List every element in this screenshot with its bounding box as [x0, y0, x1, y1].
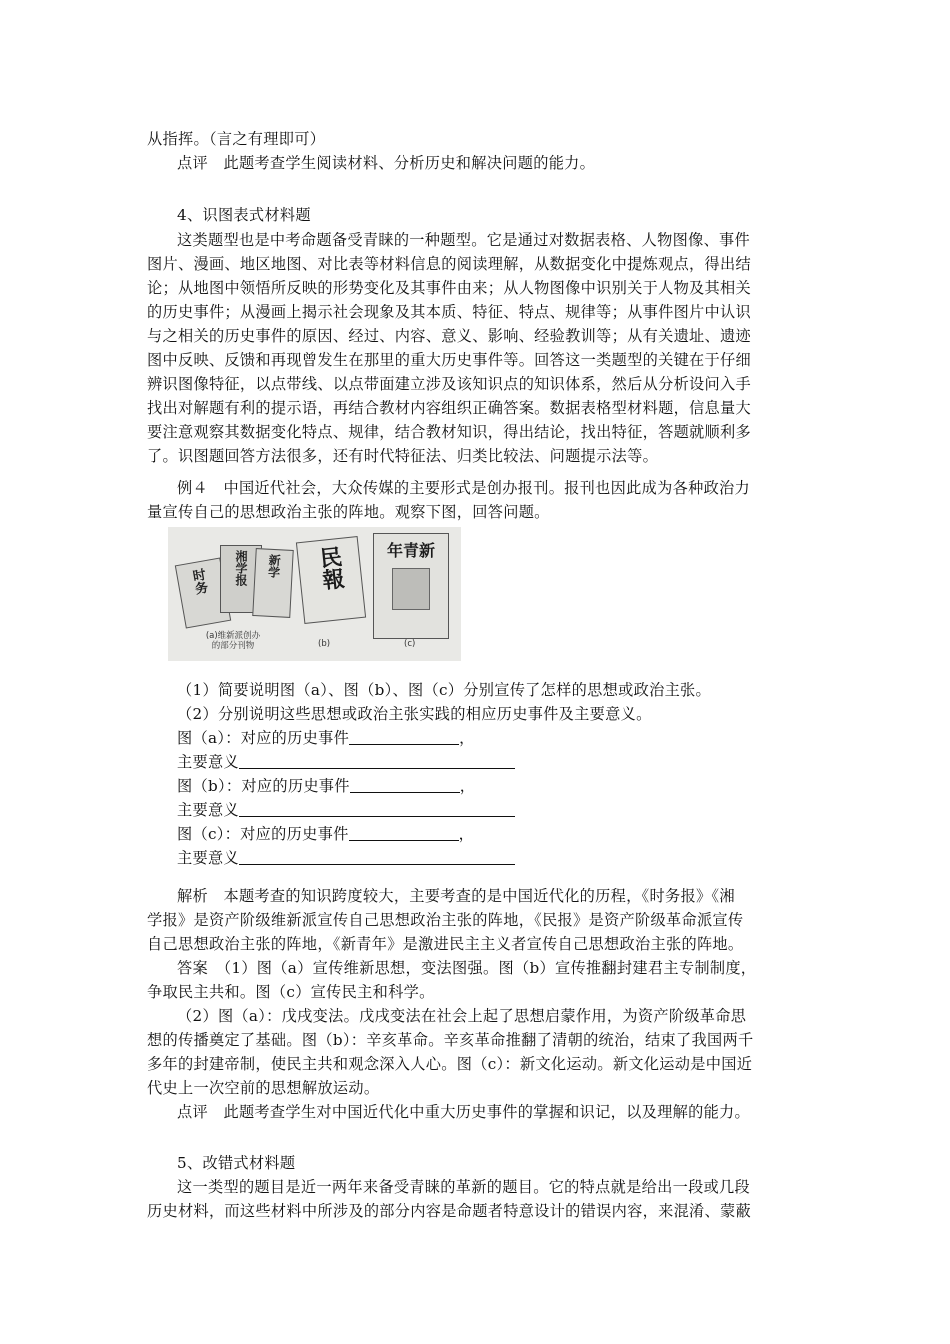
text-line: 解析 本题考查的知识跨度较大，主要考查的是中国近代化的历程，《时务报》《湘: [177, 887, 735, 905]
blank-line: [177, 798, 803, 822]
figure-a-caption-line-1: (a)维新派创办: [205, 631, 261, 641]
text-line: 辨识图像特征，以点带线、以点带面建立涉及该知识点的知识体系，然后从分析设问入手: [147, 375, 752, 393]
answer-blank[interactable]: [239, 801, 515, 817]
figure-a-caption-line-2: 的部分刊物: [211, 641, 255, 651]
text-line: 论；从地图中领悟所反映的形势变化及其事件由来；从人物图像中识别关于人物及其相关: [147, 279, 752, 297]
text-line: 从指挥。（言之有理即可）: [147, 130, 326, 148]
text-line: 的历史事件；从漫画上揭示社会现象及其本质、特征、特点、规律等；从事件图片中认识: [147, 303, 752, 321]
text-line: 要注意观察其数据变化特点、规律，结合教材知识，得出结论，找出特征，答题就顺利多: [147, 423, 752, 441]
text-line: 了。识图题回答方法很多，还有时代特征法、归类比较法、问题提示法等。: [147, 447, 659, 465]
text-line: 点评 此题考查学生阅读材料、分析历史和解决问题的能力。: [177, 154, 596, 172]
text-line: 图片、漫画、地区地图、对比表等材料信息的阅读理解，从数据变化中提炼观点，得出结: [147, 255, 752, 273]
text-line: 历史材料，而这些材料中所涉及的部分内容是命题者特意设计的错误内容，来混淆、蒙蔽: [147, 1202, 752, 1220]
blank-line: [177, 822, 803, 846]
periodical-c: [373, 533, 449, 639]
periodical-c-title: 年青新: [386, 541, 435, 560]
text-line: 代史上一次空前的思想解放运动。: [147, 1079, 380, 1097]
blank-label: 主要意义: [177, 801, 239, 819]
periodical-a-2-title: 湘学报: [234, 550, 248, 586]
text-line: （1）简要说明图（a）、图（b）、图（c）分别宣传了怎样的思想或政治主张。: [177, 681, 712, 699]
text-line: 这一类型的题目是近一两年来备受青睐的革新的题目。它的特点就是给出一段或几段: [177, 1178, 751, 1196]
periodical-c-portrait: [392, 568, 430, 610]
blank-label: 图（b）：对应的历史事件: [177, 777, 350, 795]
periodical-a-1-title: 时务: [188, 567, 209, 596]
answer-blank[interactable]: [239, 849, 515, 865]
answer-blank[interactable]: [349, 825, 459, 841]
text-line: （2）图（a）：戊戌变法。戊戌变法在社会上起了思想启蒙作用，为资产阶级革命思: [177, 1007, 747, 1025]
periodical-a-3: [252, 548, 294, 618]
figure-a-caption: [188, 631, 278, 651]
answer-blank[interactable]: [239, 753, 515, 769]
blank-line: [177, 750, 803, 774]
text-line: 想的传播奠定了基础。图（b）：辛亥革命。辛亥革命推翻了清朝的统治，结束了我国两千: [147, 1031, 754, 1049]
text-line: 量宣传自己的思想政治主张的阵地。观察下图，回答问题。: [147, 503, 550, 521]
text-line: 4、识图表式材料题: [177, 206, 311, 224]
blank-label: 图（a）：对应的历史事件: [177, 729, 350, 747]
text-line: 点评 此题考查学生对中国近代化中重大历史事件的掌握和识记，以及理解的能力。: [177, 1103, 751, 1121]
text-line: 这类题型也是中考命题备受青睐的一种题型。它是通过对数据表格、人物图像、事件: [177, 231, 751, 249]
blank-label: 主要意义: [177, 753, 239, 771]
periodical-a-3-title: 新学: [266, 553, 282, 579]
periodical-b: [296, 536, 366, 624]
periodical-b-title: 民報: [315, 544, 346, 592]
text-line: 图中反映、反馈和再现曾发生在那里的重大历史事件等。回答这一类题型的关键在于仔细: [147, 351, 752, 369]
blank-end-punct: ，: [459, 729, 475, 747]
blank-end-punct: ，: [458, 825, 475, 843]
text-line: 与之相关的历史事件的原因、经过、内容、意义、影响、经验教训等；从有关遗址、遗迹: [147, 327, 752, 345]
text-line: 找出对解题有利的提示语，再结合教材内容组织正确答案。数据表格型材料题，信息量大: [147, 399, 752, 417]
answer-blank[interactable]: [350, 777, 460, 793]
blank-line: [177, 726, 803, 750]
text-line: 答案 （1）图（a）宣传维新思想，变法图强。图（b）宣传推翻封建君主专制制度，: [177, 959, 757, 977]
text-line: （2）分别说明这些思想或政治主张实践的相应历史事件及主要意义。: [177, 705, 652, 723]
blank-line: [177, 846, 803, 870]
text-line: 多年的封建帝制，使民主共和观念深入人心。图（c）：新文化运动。新文化运动是中国近: [147, 1055, 753, 1073]
answer-blank[interactable]: [349, 729, 459, 745]
blank-line: [177, 774, 803, 798]
figure-c-caption: (c): [404, 639, 416, 649]
text-line: 例４ 中国近代社会，大众传媒的主要形式是创办报刊。报刊也因此成为各种政治力: [177, 479, 751, 497]
figure-b-caption: (b): [318, 639, 331, 649]
text-line: 5、改错式材料题: [177, 1154, 296, 1172]
text-line: 自己思想政治主张的阵地，《新青年》是激进民主主义者宣传自己思想政治主张的阵地。: [147, 935, 744, 953]
blank-label: 主要意义: [177, 849, 239, 867]
blank-end-punct: ，: [459, 777, 476, 795]
text-line: 争取民主共和。图（c）宣传民主和科学。: [147, 983, 435, 1001]
blank-label: 图（c）：对应的历史事件: [177, 825, 349, 843]
newspaper-figure: [168, 527, 461, 661]
text-line: 学报》是资产阶级维新派宣传自己思想政治主张的阵地，《民报》是资产阶级革命派宣传: [147, 911, 744, 929]
